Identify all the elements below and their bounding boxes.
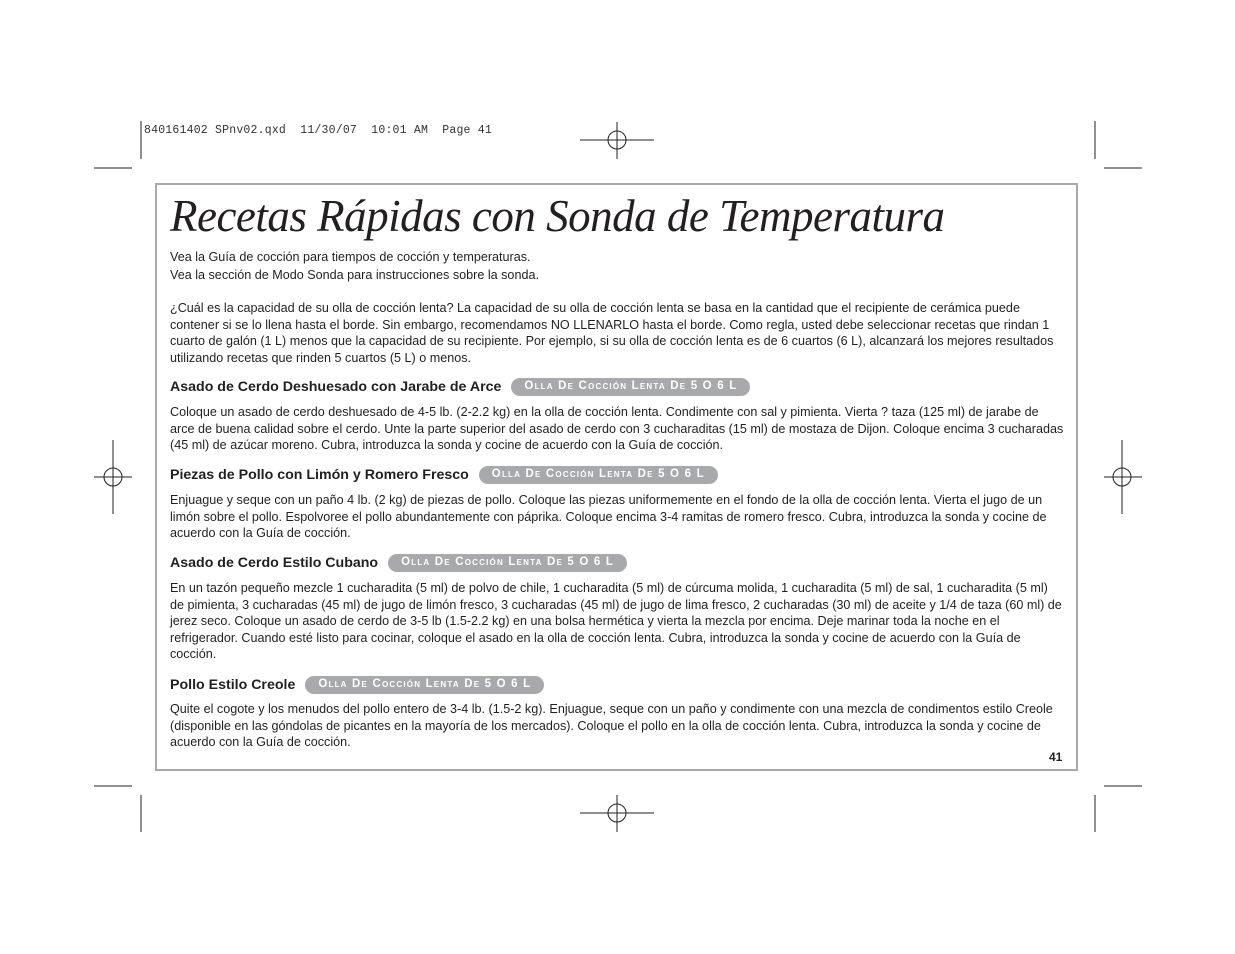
recipe-title: Asado de Cerdo Estilo Cubano (170, 555, 379, 571)
recipe-heading (170, 466, 718, 484)
size-badge: Olla De Cocción Lenta De 5 O 6 L (511, 378, 750, 396)
recipe-heading (170, 676, 544, 694)
recipe-title: Pollo Estilo Creole (170, 677, 296, 693)
recipe-text: Enjuague y seque con un paño 4 lb. (2 kg) de piezas de pollo. Coloque las piezas uniformemente en el fondo de la olla de cocción lenta. Vierta el jugo de un limón sobre el pollo. Espolvoree el pollo abundantemente con páprika. Coloque encima 3-4 ramitas de romero fresco. Cubra, introduzca la sonda y cocine de acuerdo con la Guía de cocción. (170, 493, 1047, 541)
recipe-heading (170, 554, 627, 572)
recipe-heading (170, 378, 750, 396)
print-slug: 840161402 SPnv02.qxd 11/30/07 10:01 AM Page 41 (144, 124, 492, 137)
page-number: 41 (1049, 750, 1063, 764)
registration-mark-bottom (580, 795, 654, 832)
registration-mark-top (580, 122, 654, 159)
size-badge: Olla De Cocción Lenta De 5 O 6 L (479, 466, 718, 484)
recipe-text: Coloque un asado de cerdo deshuesado de 4-5 lb. (2-2.2 kg) en la olla de cocción lenta. Condimente con sal y pimienta. Vierta ? taza (125 ml) de jarabe de arce de buena calidad sobre el cerdo. Unte la parte superior del asado de cerdo con 3 cucharaditas (15 ml) de mostaza de Dijon. Coloque encima 3 cucharadas (45 ml) de azúcar moreno. Cubra, introduzca la sonda y cocine de acuerdo con la Guía de cocción. (170, 405, 1064, 453)
size-badge: Olla De Cocción Lenta De 5 O 6 L (388, 554, 627, 572)
page-title: Recetas Rápidas con Sonda de Temperatura (170, 191, 945, 241)
registration-mark-left (94, 440, 132, 514)
intro-line-guide: Vea la Guía de cocción para tiempos de cocción y temperaturas. (170, 250, 531, 264)
capacity-paragraph: ¿Cuál es la capacidad de su olla de cocción lenta? La capacidad de su olla de cocción lenta se basa en la cantidad que el recipiente de cerámica puede contener si se lo llena hasta el borde. Sin embargo, recomendamos NO LLENARLO hasta el borde. Como regla, usted debe seleccionar recetas que rindan 1 cuarto de galón (1 L) menos que la capacidad de su recipiente. Por ejemplo, si su olla de cocción lenta es de 6 cuartos (6 L), alcanzará los mejores resultados utilizando recetas que rinden 5 cuartos (5 L) o menos. (170, 301, 1054, 365)
size-badge: Olla De Cocción Lenta De 5 O 6 L (305, 676, 544, 694)
intro-line-probe: Vea la sección de Modo Sonda para instrucciones sobre la sonda. (170, 268, 539, 282)
recipe-title: Piezas de Pollo con Limón y Romero Fresco (170, 467, 469, 483)
registration-mark-right (1104, 440, 1142, 514)
recipe-text: Quite el cogote y los menudos del pollo entero de 3-4 lb. (1.5-2 kg). Enjuague, seque con un paño y condimente con una mezcla de condimentos estilo Creole (disponible en las góndolas de picantes en la mayoría de los mercados). Coloque el pollo en la olla de cocción lenta. Cubra, introduzca la sonda y cocine de acuerdo con la Guía de cocción. (170, 702, 1053, 750)
recipe-title: Asado de Cerdo Deshuesado con Jarabe de Arce (170, 379, 502, 395)
recipe-text: En un tazón pequeño mezcle 1 cucharadita (5 ml) de polvo de chile, 1 cucharadita (5 ml) de cúrcuma molida, 1 cucharadita (5 ml) de sal, 1 cucharadita (5 ml) de pimienta, 3 cucharadas (45 ml) de jugo de limón fresco, 3 cucharadas (45 ml) de jugo de lima fresco, 2 cucharadas (30 ml) de aceite y 1/4 de taza (60 ml) de jerez seco. Coloque un asado de cerdo de 3-5 lb (1.5-2.2 kg) en una bolsa hermética y vierta la mezcla por encima. Deje marinar toda la noche en el refrigerador. Cuando esté listo para cocinar, coloque el asado en la olla de cocción lenta. Cubra, introduzca la sonda y cocine de acuerdo con la Guía de cocción. (170, 581, 1062, 662)
